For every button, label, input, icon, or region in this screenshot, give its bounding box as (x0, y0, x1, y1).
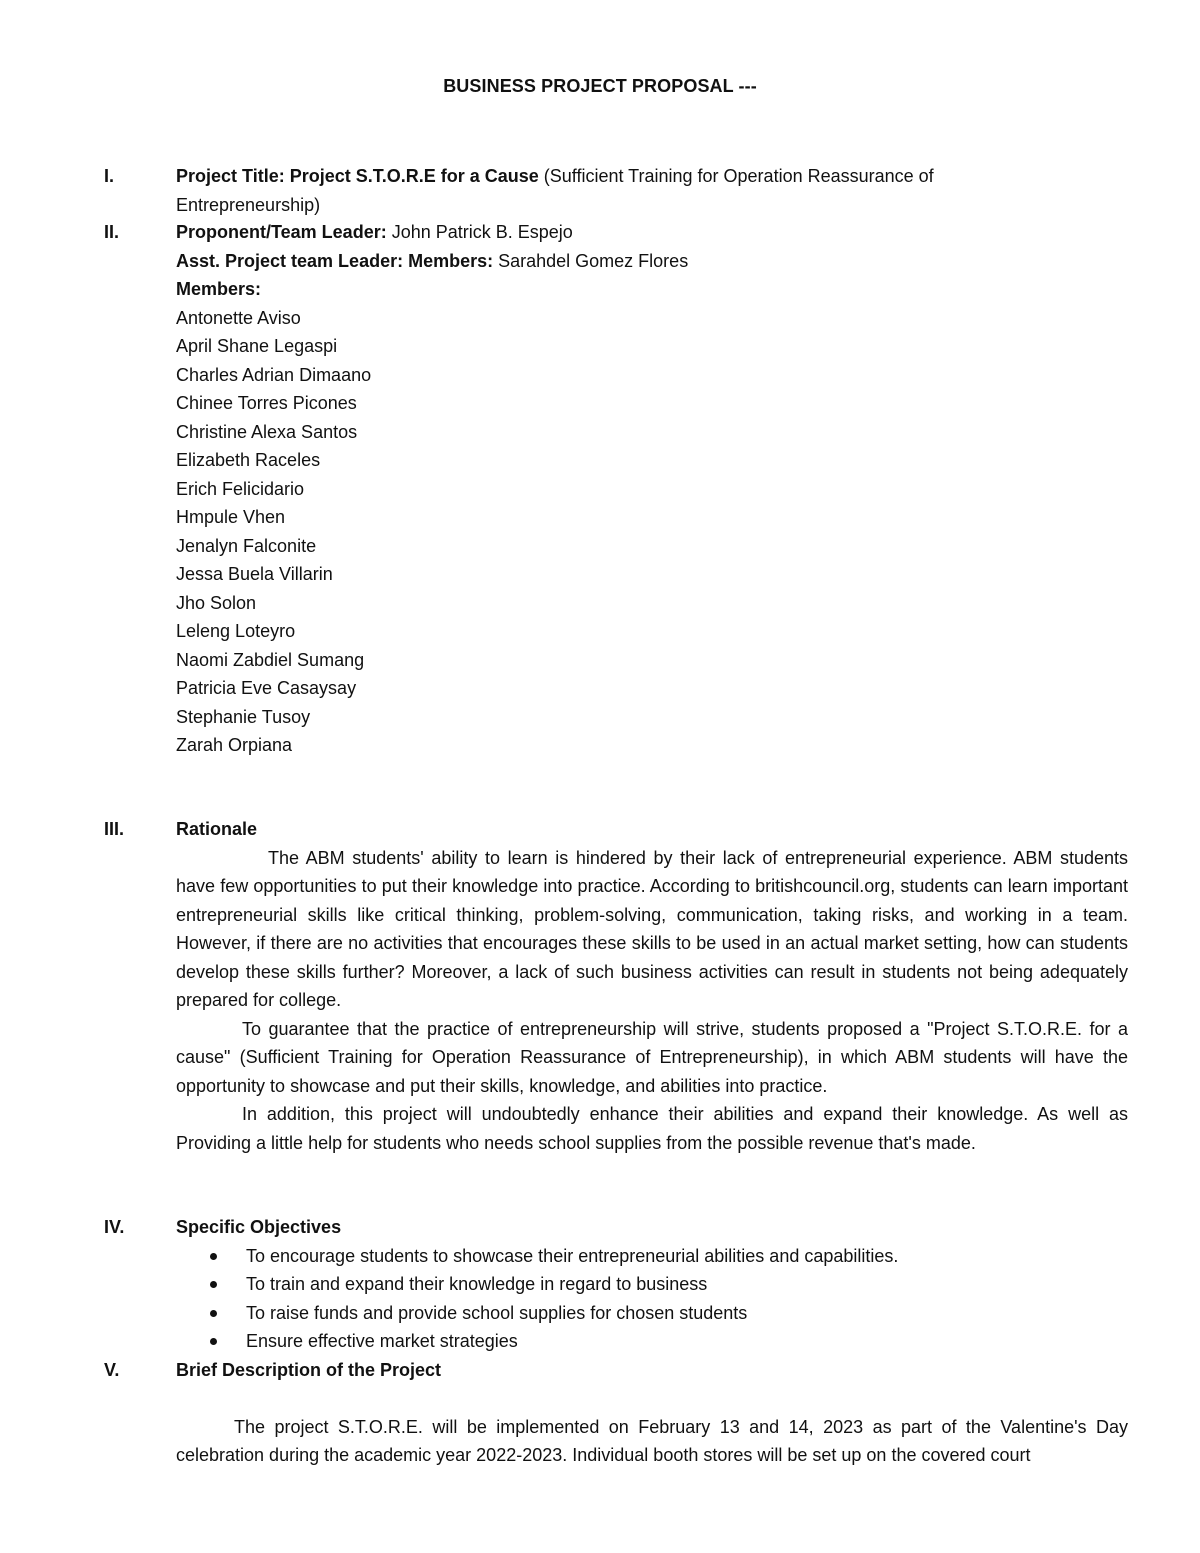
project-title-expansion: (Sufficient Training for Operation Reassurance of (538, 166, 934, 186)
objective-text: To encourage students to showcase their entrepreneurial abilities and capabilities. (246, 1245, 899, 1266)
member-name: Elizabeth Raceles (176, 450, 321, 470)
team-leader-label: Proponent/Team Leader: (176, 222, 387, 242)
bullet-icon (210, 1253, 217, 1260)
bullet-icon (210, 1338, 217, 1345)
project-title-label: Project Title: Project S.T.O.R.E for a Cause (176, 166, 539, 186)
members-list (176, 304, 1128, 760)
document-title: BUSINESS PROJECT PROPOSAL --- (443, 76, 757, 96)
section-5-numeral: V. (104, 1360, 120, 1380)
member-name: Jho Solon (176, 592, 257, 613)
objective-item (176, 1299, 1128, 1328)
bullet-icon (210, 1281, 217, 1288)
member-name: Naomi Zabdiel Sumang (176, 649, 365, 670)
objectives-list (176, 1242, 1128, 1356)
member-name: Erich Felicidario (176, 478, 305, 499)
member-name: Charles Adrian Dimaano (176, 364, 372, 385)
section-1-project-title (176, 162, 1128, 219)
description-paragraph: The project S.T.O.R.E. will be implemented on February 13 and 14, 2023 as part of the Valentine's Day celebration during the academic year 2022-2023. Individual booth stores will be set up on the covered court (176, 1416, 1128, 1465)
section-4-objectives (176, 1213, 1128, 1356)
member-name: Chinee Torres Picones (176, 393, 357, 413)
section-2-numeral: II. (104, 222, 120, 242)
objectives-heading: Specific Objectives (176, 1217, 342, 1237)
rationale-paragraph-1: The ABM students' ability to learn is hindered by their lack of entrepreneurial experience. ABM students have few opportunities to put their knowledge into practice. According to britishcouncil.org, students can learn important entrepreneurial skills like critical thinking, problem-solving, communication, taking risks, and working in a team. However, if there are no activities that encourages these skills to be used in an actual market setting, how can students develop these skills further? Moreover, a lack of such business activities can result in students not being adequately prepared for college. (176, 847, 1128, 1010)
objective-text: Ensure effective market strategies (246, 1331, 518, 1351)
project-title-line2: Entrepreneurship) (176, 194, 321, 215)
bullet-icon (210, 1310, 217, 1317)
description-heading: Brief Description of the Project (176, 1360, 442, 1380)
rationale-paragraph-2: To guarantee that the practice of entrepreneurship will strive, students proposed a "Project S.T.O.R.E. for a cause" (Sufficient Training for Operation Reassurance of Entrepreneurship), in which ABM students will have the opportunity to showcase and put their skills, knowledge, and abilities into practice. (176, 1018, 1128, 1096)
section-2-proponents (176, 218, 1128, 760)
member-name: Zarah Orpiana (176, 735, 293, 755)
section-1-numeral: I. (104, 166, 115, 186)
asst-leader-name: Sarahdel Gomez Flores (493, 250, 689, 271)
member-name: Hmpule Vhen (176, 507, 286, 527)
member-name: Christine Alexa Santos (176, 421, 358, 442)
objective-text: To raise funds and provide school supplies for chosen students (246, 1302, 748, 1323)
rationale-heading: Rationale (176, 819, 258, 839)
member-name: Antonette Aviso (176, 307, 301, 328)
objective-item (176, 1242, 1128, 1271)
asst-leader-label: Asst. Project team Leader: Members: (176, 250, 494, 271)
objective-item (176, 1270, 1128, 1299)
objective-text: To train and expand their knowledge in regard to business (246, 1274, 708, 1294)
section-5-description (176, 1356, 1128, 1470)
section-3-rationale (176, 815, 1128, 1157)
objective-item (176, 1327, 1128, 1356)
member-name: Jenalyn Falconite (176, 535, 317, 556)
section-3-numeral: III. (104, 819, 125, 839)
member-name: Stephanie Tusoy (176, 706, 311, 727)
members-label: Members: (176, 279, 262, 299)
member-name: Patricia Eve Casaysay (176, 678, 357, 698)
member-name: April Shane Legaspi (176, 336, 338, 356)
member-name: Leleng Loteyro (176, 621, 296, 641)
team-leader-name: John Patrick B. Espejo (386, 222, 573, 242)
section-4-numeral: IV. (104, 1217, 125, 1237)
member-name: Jessa Buela Villarin (176, 564, 333, 584)
rationale-paragraph-3: In addition, this project will undoubtedly enhance their abilities and expand their knowledge. As well as Providing a little help for students who needs school supplies from the possible revenue that's made. (176, 1104, 1128, 1153)
